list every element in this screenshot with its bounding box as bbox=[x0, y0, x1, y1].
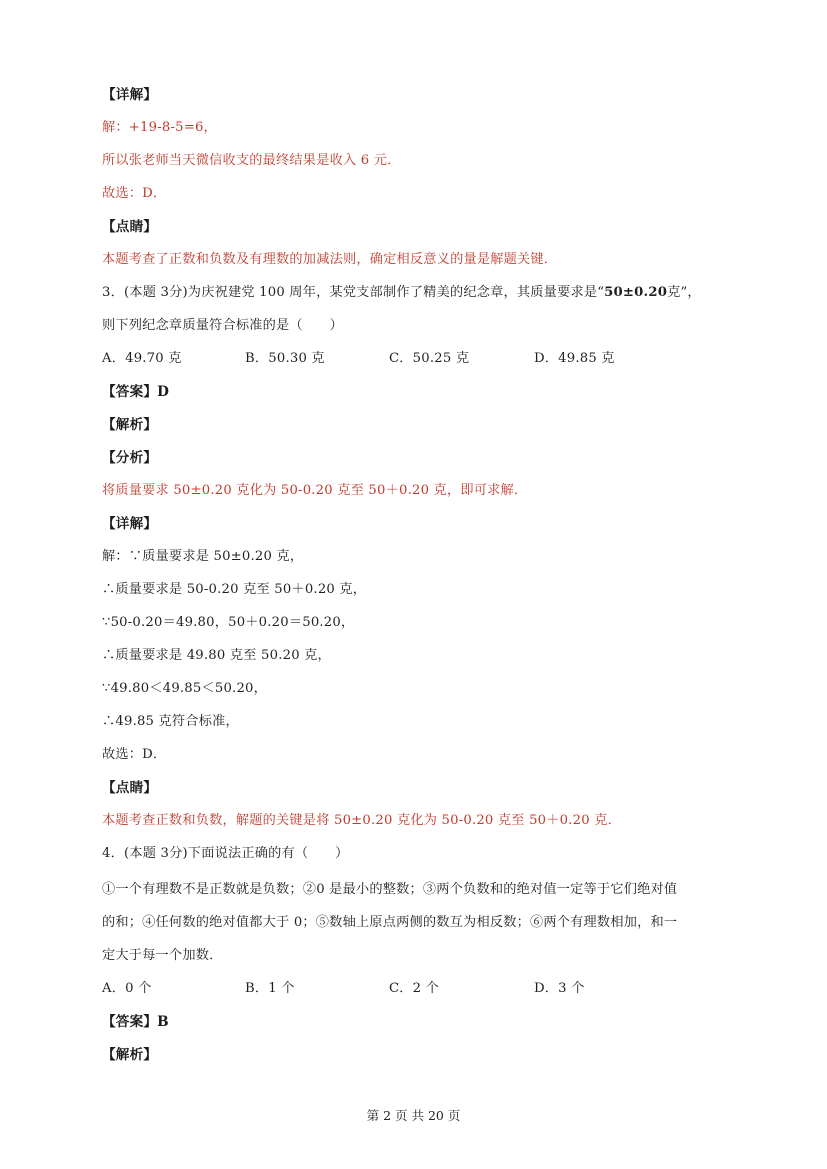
page-footer: 第 2 页 共 20 页 bbox=[366, 1108, 461, 1123]
q3-analysis: 将质量要求 50±0.20 克化为 50-0.20 克至 50＋0.20 克，即可求解． bbox=[102, 483, 528, 498]
q3-stem-line2: 则下列纪念章质量符合标准的是（ ） bbox=[102, 318, 343, 333]
q4-stem: 4．(本题 3分)下面说法正确的有（ ） bbox=[102, 846, 349, 861]
q4-body-line: 的和；④任何数的绝对值都大于 0；⑤数轴上原点两侧的数互为相反数；⑥两个有理数相加，和一 bbox=[102, 915, 678, 930]
q3-stem-bold-value: 50±0.20 bbox=[604, 285, 668, 300]
q3-stem-suffix: 克”， bbox=[667, 285, 701, 300]
q3-step: ∴49.85 克符合标准， bbox=[102, 714, 239, 729]
q4-options bbox=[102, 980, 662, 998]
q2-choice: 故选：D． bbox=[102, 186, 167, 201]
q2-conclusion: 所以张老师当天微信收支的最终结果是收入 6 元． bbox=[102, 153, 401, 168]
q3-step: ∵50-0.20＝49.80，50＋0.20＝50.20， bbox=[102, 615, 355, 630]
q4-body-line: 定大于每一个加数． bbox=[102, 948, 223, 963]
q3-step: ∵49.80＜49.85＜50.20， bbox=[102, 681, 268, 696]
q3-stem-line1 bbox=[102, 284, 701, 302]
q3-comment: 本题考查正数和负数，解题的关键是将 50±0.20 克化为 50-0.20 克至 50＋0.20 克． bbox=[102, 813, 621, 828]
q2-comment: 本题考查了正数和负数及有理数的加减法则，确定相反意义的量是解题关键． bbox=[102, 252, 558, 267]
q3-option-b: B．50.30 克 bbox=[245, 351, 325, 366]
q4-option-d: D．3 个 bbox=[534, 981, 585, 996]
q3-explain-header: 【解析】 bbox=[102, 417, 158, 433]
q4-body-line: ①一个有理数不是正数就是负数；②0 是最小的整数；③两个负数和的绝对值一定等于它们绝对值 bbox=[102, 882, 678, 897]
q3-step: 解：∵质量要求是 50±0.20 克， bbox=[102, 549, 304, 564]
q4-explain-header: 【解析】 bbox=[102, 1047, 158, 1063]
q4-option-c: C．2 个 bbox=[389, 981, 440, 996]
q2-calc: 解：+19-8-5=6， bbox=[102, 120, 217, 135]
q4-option-a: A．0 个 bbox=[102, 981, 152, 996]
q4-option-b: B．1 个 bbox=[245, 981, 295, 996]
q3-step: ∴质量要求是 50-0.20 克至 50＋0.20 克， bbox=[102, 582, 367, 597]
q3-option-a: A．49.70 克 bbox=[102, 351, 182, 366]
q3-option-d: D．49.85 克 bbox=[534, 351, 615, 366]
q3-option-c: C．50.25 克 bbox=[389, 351, 470, 366]
q3-options bbox=[102, 350, 662, 368]
q4-answer: 【答案】B bbox=[102, 1014, 169, 1030]
q3-stem-prefix: 3．(本题 3分)为庆祝建党 100 周年，某党支部制作了精美的纪念章，其质量要求是“ bbox=[102, 285, 605, 300]
q2-comment-header: 【点睛】 bbox=[102, 219, 158, 235]
q3-comment-header: 【点睛】 bbox=[102, 780, 158, 796]
q3-detail-header: 【详解】 bbox=[102, 516, 158, 532]
q3-step: 故选：D． bbox=[102, 747, 167, 762]
q2-detail-header: 【详解】 bbox=[102, 87, 158, 103]
q3-answer: 【答案】D bbox=[102, 384, 170, 400]
q3-analysis-header: 【分析】 bbox=[102, 450, 158, 466]
q3-step: ∴质量要求是 49.80 克至 50.20 克， bbox=[102, 648, 331, 663]
